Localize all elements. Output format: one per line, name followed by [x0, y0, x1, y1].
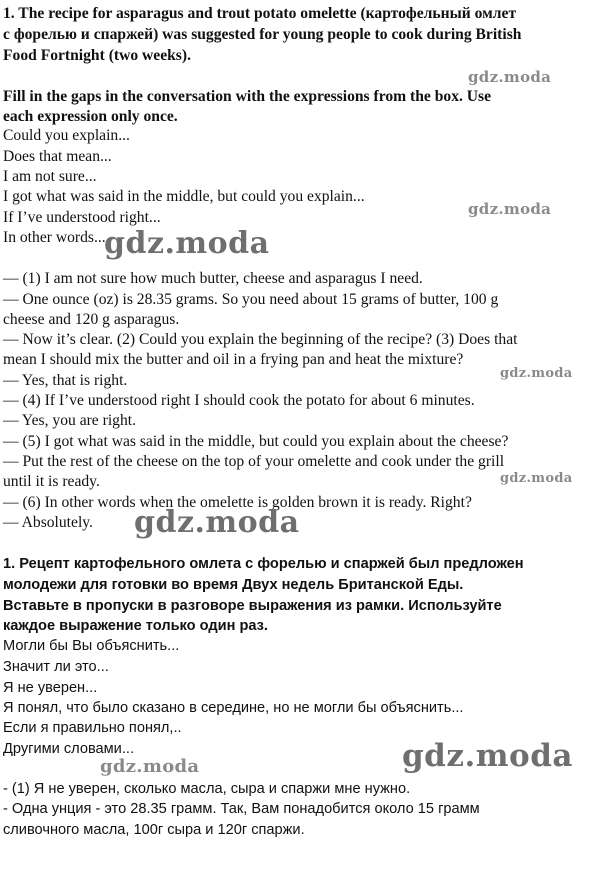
ru-box-expression: Если я правильно понял,..	[3, 720, 182, 736]
dialogue-line: — (1) I am not sure how much butter, cheese and asparagus I need.	[3, 270, 423, 287]
box-expression: Could you explain...	[3, 127, 130, 144]
box-expression: In other words...	[3, 229, 106, 246]
ru-box-expression: Я понял, что было сказано в середине, но не могли бы объяснить...	[3, 700, 464, 716]
dialogue-line: cheese and 120 g asparagus.	[3, 311, 180, 328]
title-line: 1. The recipe for asparagus and trout potato omelette (картофельный омлет	[3, 5, 517, 22]
box-expression: Does that mean...	[3, 148, 112, 165]
watermark: gdz.moda	[500, 366, 573, 381]
watermark: gdz.moda	[468, 200, 552, 218]
ru-dialogue-line: сливочного масла, 100г сыра и 120г спаржи.	[3, 822, 305, 838]
ru-dialogue-line: - (1) Я не уверен, сколько масла, сыра и спаржи мне нужно.	[3, 781, 411, 797]
instruction-line: Fill in the gaps in the conversation with the expressions from the box. Use	[3, 88, 492, 105]
ru-dialogue-line: - Одна унция - это 28.35 грамм. Так, Вам понадобится около 15 грамм	[3, 801, 480, 817]
ru-heading-line: Вставьте в пропуски в разговоре выражения из рамки. Используйте	[3, 598, 502, 614]
dialogue-line: — Yes, you are right.	[3, 412, 136, 429]
watermark: gdz.moda	[402, 738, 573, 774]
dialogue-line: — (5) I got what was said in the middle, but could you explain about the cheese?	[3, 433, 509, 450]
title-line: с форелью и спаржей) was suggested for young people to cook during British	[3, 26, 522, 43]
ru-box-expression: Другими словами...	[3, 741, 134, 757]
dialogue-line: — Absolutely.	[3, 514, 93, 531]
ru-box-expression: Могли бы Вы объяснить...	[3, 638, 180, 654]
dialogue-line: — (6) In other words when the omelette is golden brown it is ready. Right?	[3, 494, 472, 511]
ru-box-expression: Я не уверен...	[3, 680, 98, 696]
ru-heading-line: каждое выражение только один раз.	[3, 618, 268, 634]
dialogue-line: mean I should mix the butter and oil in a frying pan and heat the mixture?	[3, 351, 464, 368]
box-expression: If I’ve understood right...	[3, 209, 161, 226]
ru-heading-line: молодежи для готовки во время Двух недель Британской Еды.	[3, 577, 464, 593]
watermark: gdz.moda	[500, 471, 573, 486]
dialogue-line: — Put the rest of the cheese on the top of your omelette and cook under the grill	[3, 453, 505, 470]
box-expression: I got what was said in the middle, but could you explain...	[3, 188, 365, 205]
dialogue-line: — Now it’s clear. (2) Could you explain the beginning of the recipe? (3) Does that	[3, 331, 518, 348]
watermark: gdz.moda	[468, 68, 552, 86]
watermark: gdz.moda	[134, 505, 300, 540]
dialogue-line: — One ounce (oz) is 28.35 grams. So you need about 15 grams of butter, 100 g	[3, 291, 499, 308]
instruction-line: each expression only once.	[3, 108, 178, 125]
dialogue-line: until it is ready.	[3, 473, 100, 490]
ru-heading-line: 1. Рецепт картофельного омлета с форелью и спаржей был предложен	[3, 556, 524, 572]
dialogue-line: — (4) If I’ve understood right I should cook the potato for about 6 minutes.	[3, 392, 475, 409]
ru-box-expression: Значит ли это...	[3, 659, 109, 675]
watermark: gdz.moda	[100, 756, 200, 777]
watermark: gdz.moda	[104, 226, 270, 261]
title-line: Food Fortnight (two weeks).	[3, 47, 191, 64]
box-expression: I am not sure...	[3, 168, 97, 185]
dialogue-line: — Yes, that is right.	[3, 372, 128, 389]
